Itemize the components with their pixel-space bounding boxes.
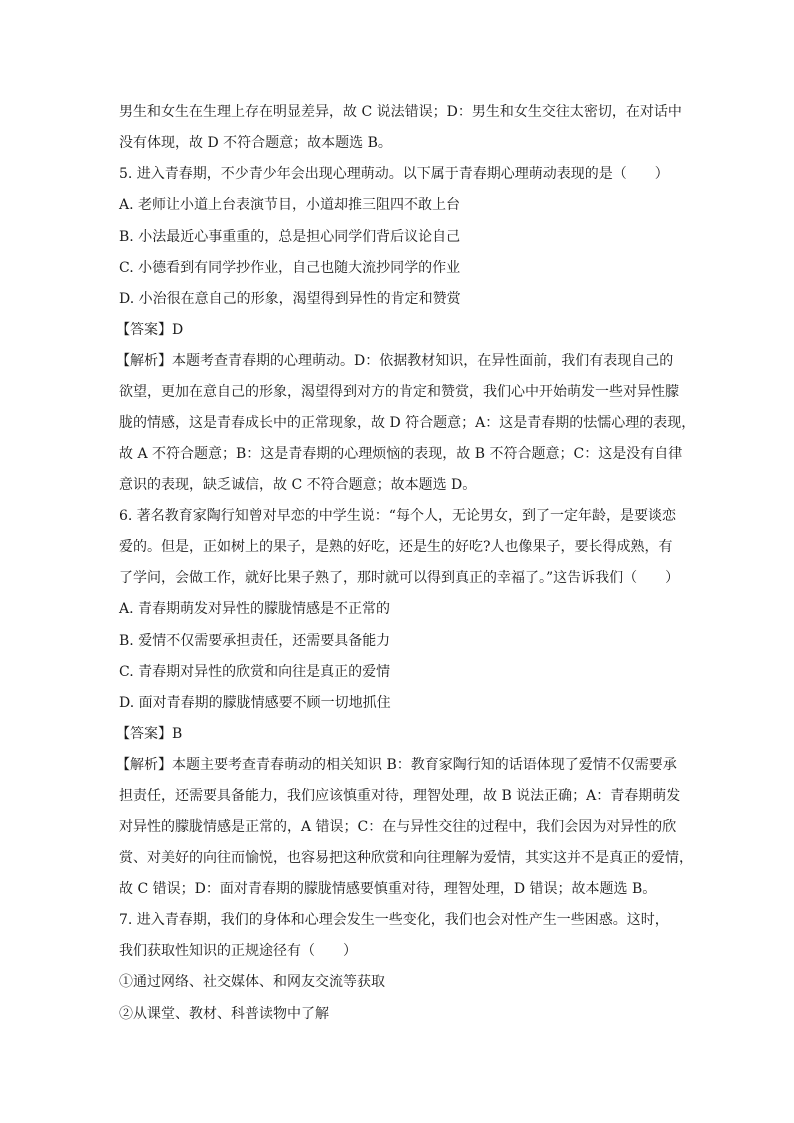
text-line: 男生和女生在生理上存在明显差异，故 C 说法错误；D：男生和女生交往太密切，在对话中 [119, 104, 682, 120]
analysis-text: 【解析】本题主要考查青春萌动的相关知识 B：教育家陶行知的话语体现了爱情不仅需要承 [116, 757, 677, 773]
analysis-text: 担责任，还需要具备能力，我们应该慎重对待，理智处理，故 B 说法正确；A：青春期萌发 [119, 788, 681, 804]
analysis-text: 对异性的朦胧情感是正常的，A 错误；C：在与异性交往的过程中，我们会因为对异性的欣 [119, 819, 677, 835]
option-2: ②从课堂、教材、科普读物中了解 [119, 1006, 329, 1022]
analysis-text: 故 A 不符合题意；B：这是青春期的心理烦恼的表现，故 B 不符合题意；C：这是没有自律 [119, 446, 683, 462]
text-line: 没有体现，故 D 不符合题意；故本题选 B。 [119, 135, 392, 151]
option-d: D. 面对青春期的朦胧情感要不顾一切地抓住 [119, 695, 391, 711]
analysis-text: 故 C 错误；D：面对青春期的朦胧情感要慎重对待，理智处理，D 错误；故本题选 B。 [119, 881, 657, 897]
analysis-text: 胧的情感，这是青春成长中的正常现象，故 D 符合题意；A：这是青春期的怯懦心理的表现， [119, 415, 696, 431]
answer-label: 【答案】D [116, 322, 184, 338]
question-6-stem: 爱的。但是，正如树上的果子，是熟的好吃，还是生的好吃?人也像果子，要长得成熟，有 [119, 539, 673, 555]
question-6-stem: 6. 著名教育家陶行知曾对早恋的中学生说：“每个人，无论男女，到了一定年龄，是要谈恋 [119, 508, 676, 524]
analysis-text: 【解析】本题考查青春期的心理萌动。D：依据教材知识，在异性面前，我们有表现自己的 [116, 353, 674, 369]
question-7-stem: 7. 进入青春期，我们的身体和心理会发生一些变化，我们也会对性产生一些困惑。这时， [119, 912, 669, 928]
analysis-text: 欲望，更加在意自己的形象，渴望得到对方的肯定和赞赏，我们心中开始萌发一些对异性朦 [119, 384, 679, 400]
analysis-text: 赏、对美好的向往而愉悦，也容易把这种欣赏和向往理解为爱情，其实这并不是真正的爱情， [119, 850, 693, 866]
option-c: C. 小德看到有同学抄作业，自己也随大流抄同学的作业 [119, 260, 461, 276]
answer-label: 【答案】B [116, 726, 183, 742]
option-b: B. 小法最近心事重重的，总是担心同学们背后议论自己 [119, 229, 461, 245]
option-a: A. 老师让小道上台表演节目，小道却推三阻四不敢上台 [119, 197, 461, 213]
question-7-stem: 我们获取性知识的正规途径有（ ） [119, 943, 357, 959]
option-d: D. 小治很在意自己的形象，渴望得到异性的肯定和赞赏 [119, 291, 461, 307]
question-5-stem: 5. 进入青春期，不少青少年会出现心理萌动。以下属于青春期心理萌动表现的是（ ） [119, 166, 669, 182]
question-6-stem: 了学问，会做工作，就好比果子熟了，那时就可以得到真正的幸福了。”这告诉我们（ ） [119, 570, 680, 586]
analysis-text: 意识的表现，缺乏诚信，故 C 不符合题意；故本题选 D。 [119, 477, 477, 493]
option-c: C. 青春期对异性的欣赏和向往是真正的爱情 [119, 664, 391, 680]
option-a: A. 青春期萌发对异性的朦胧情感是不正常的 [119, 601, 391, 617]
option-1: ①通过网络、社交媒体、和网友交流等获取 [119, 974, 385, 990]
option-b: B. 爱情不仅需要承担责任，还需要具备能力 [119, 633, 391, 649]
